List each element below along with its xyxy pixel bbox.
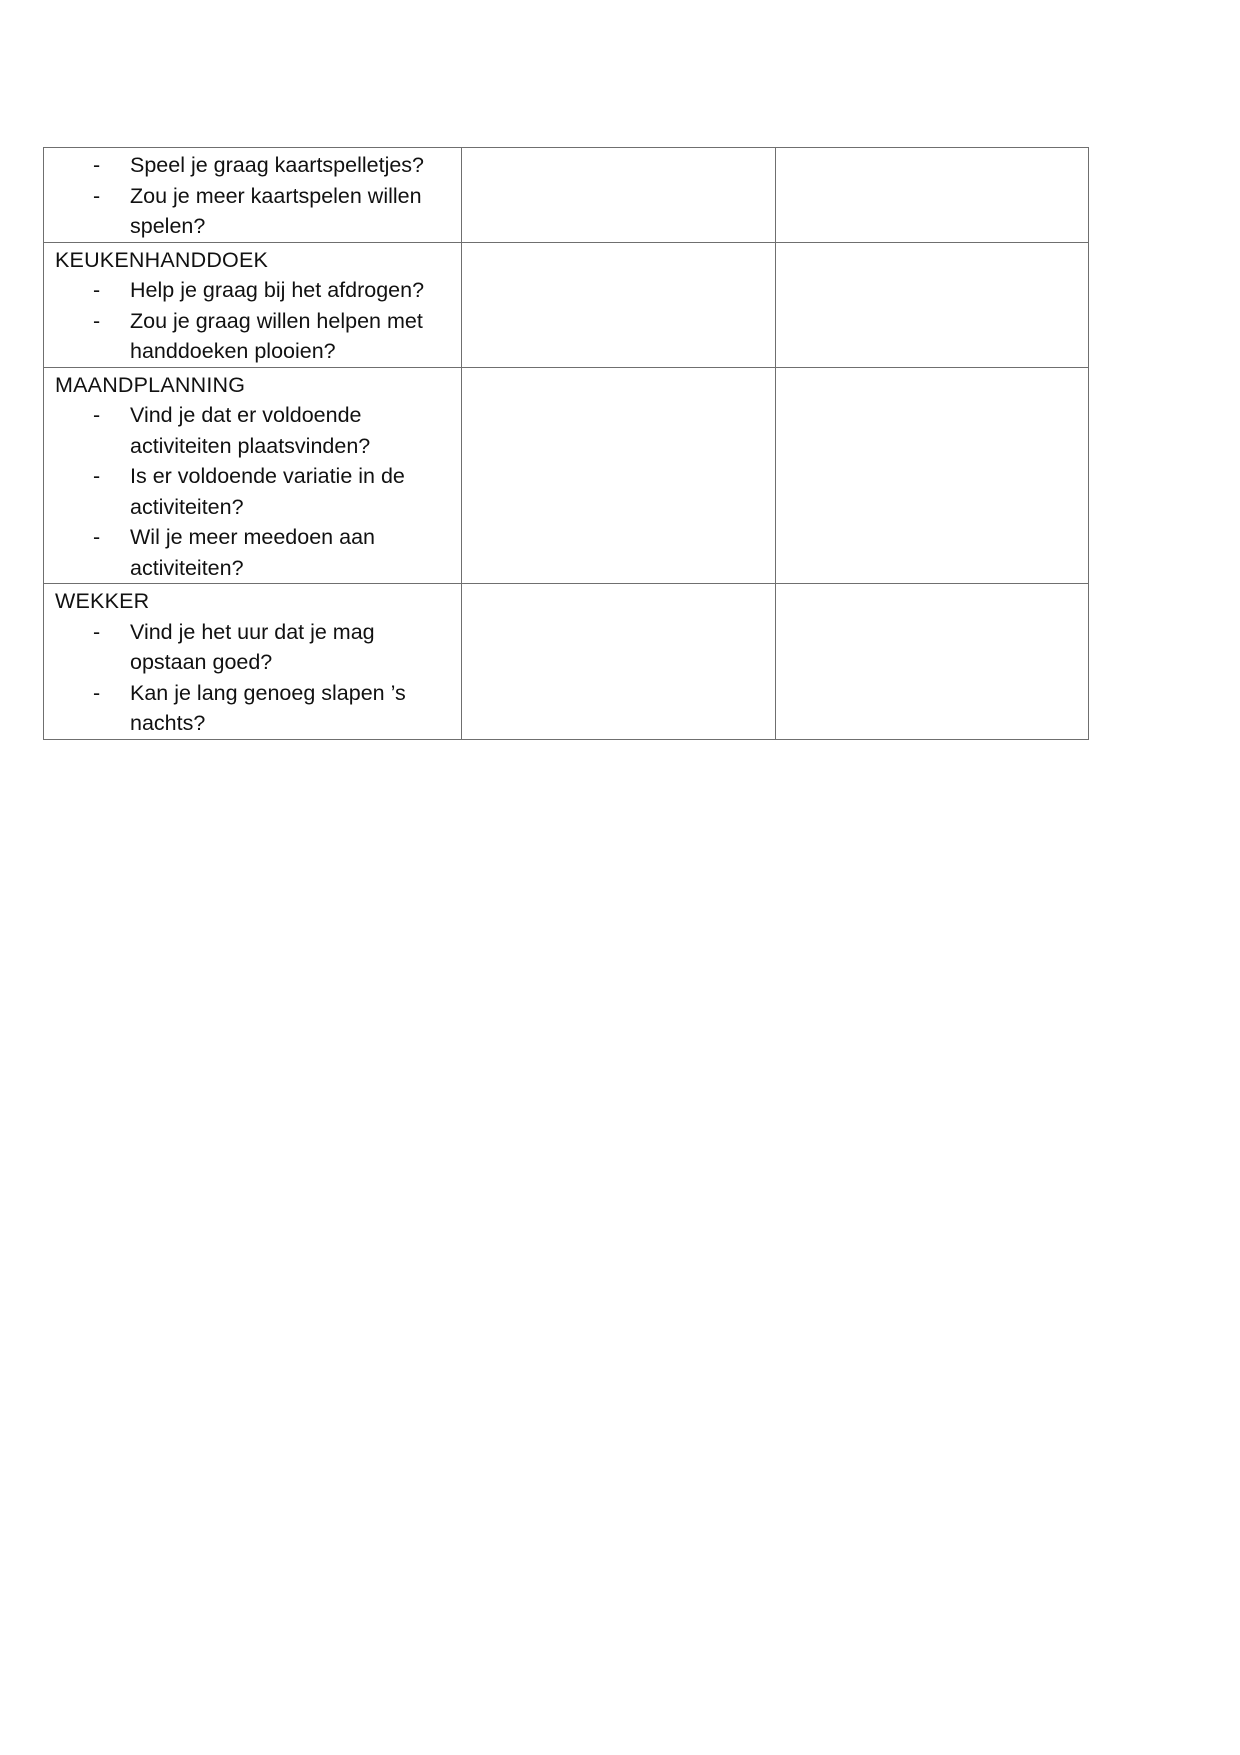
answer-cell[interactable] [776,584,1089,740]
list-item [55,306,451,367]
list-item [55,678,451,739]
section-title: KEUKENHANDDOEK [55,247,269,272]
question-text: Kan je lang genoeg slapen ’s nachts? [130,680,406,735]
section-title: MAANDPLANNING [55,372,246,397]
list-item [55,150,451,181]
question-text: Zou je graag willen helpen met handdoeken plooien? [130,308,423,363]
bullet-dash: - [93,464,101,488]
question-list [55,617,451,739]
list-item [55,400,451,461]
question-text: Wil je meer meedoen aan activiteiten? [130,525,375,580]
question-cell [44,242,462,367]
question-text: Help je graag bij het afdrogen? [130,278,425,302]
question-text: Speel je graag kaartspelletjes? [130,153,425,177]
answer-cell[interactable] [776,148,1089,243]
answer-cell[interactable] [462,242,776,367]
list-item [55,275,451,306]
question-cell [44,584,462,740]
question-list [55,400,451,583]
answer-cell[interactable] [776,367,1089,584]
bullet-dash: - [93,308,101,333]
list-item [55,522,451,583]
bullet-dash: - [93,153,101,177]
question-text: Vind je dat er voldoende activiteiten plaatsvinden? [130,403,371,458]
answer-cell[interactable] [462,584,776,740]
question-list [55,150,451,242]
section-title: WEKKER [55,589,150,613]
list-item [55,181,451,242]
table-row [44,242,1089,367]
answer-cell[interactable] [776,242,1089,367]
table-row [44,148,1089,243]
question-list [55,275,451,367]
question-text: Vind je het uur dat je mag opstaan goed? [130,619,375,674]
bullet-dash: - [93,183,101,208]
bullet-dash: - [93,525,101,549]
question-text: Is er voldoende variatie in de activiteiten? [130,464,405,519]
answer-cell[interactable] [462,148,776,243]
list-item [55,617,451,678]
question-cell [44,367,462,584]
answer-cell[interactable] [462,367,776,584]
table-row [44,584,1089,740]
question-cell [44,148,462,243]
question-text: Zou je meer kaartspelen willen spelen? [130,183,422,238]
bullet-dash: - [93,278,101,302]
list-item [55,461,451,522]
bullet-dash: - [93,403,101,427]
survey-table [43,147,1089,740]
bullet-dash: - [93,680,101,705]
table-row [44,367,1089,584]
bullet-dash: - [93,619,101,644]
